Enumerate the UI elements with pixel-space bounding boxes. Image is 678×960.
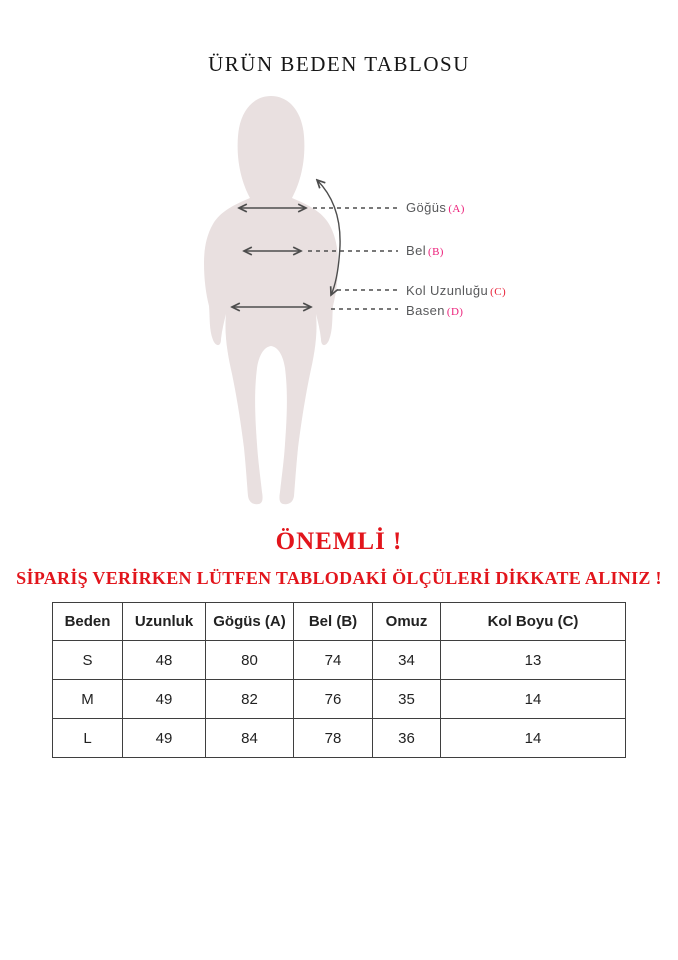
size-row-l [53,719,626,758]
measurement-letter: (D) [446,306,464,318]
table-cell: 49 [123,680,206,719]
measurement-label-text: Bel [406,243,426,258]
measurement-label-chest [406,200,465,215]
size-row-m [53,680,626,719]
table-cell: 76 [294,680,373,719]
table-cell: 13 [441,641,626,680]
column-header-bel: Bel (B) [294,603,373,641]
table-cell: 14 [441,680,626,719]
table-cell: 74 [294,641,373,680]
size-table-header-row [53,603,626,641]
table-cell: 82 [206,680,294,719]
measurement-label-text: Basen [406,303,445,318]
important-heading: ÖNEMLİ ! [275,528,403,555]
table-cell: 34 [373,641,441,680]
table-cell: 35 [373,680,441,719]
table-cell: 36 [373,719,441,758]
table-cell: 80 [206,641,294,680]
column-header-gogus: Gögüs (A) [206,603,294,641]
column-header-kol-boyu: Kol Boyu (C) [441,603,626,641]
measurement-label-waist [406,243,444,258]
table-cell: L [53,719,123,758]
column-header-uzunluk: Uzunluk [123,603,206,641]
table-cell: 48 [123,641,206,680]
measurement-letter: (A) [448,203,465,215]
measurement-label-hip [406,303,463,318]
measurement-label-text: Kol Uzunluğu [406,283,489,298]
measurement-label-arm-length [406,283,506,298]
table-cell: 78 [294,719,373,758]
column-header-beden: Beden [53,603,123,641]
table-cell: M [53,680,123,719]
measurement-label-text: Göğüs [406,200,447,215]
table-cell: 84 [206,719,294,758]
page-title: ÜRÜN BEDEN TABLOSU [208,52,470,76]
table-cell: 14 [441,719,626,758]
size-row-s [53,641,626,680]
size-chart-table [52,602,626,758]
measurement-letter: (B) [428,246,444,258]
important-subheading: SİPARİŞ VERİRKEN LÜTFEN TABLODAKİ ÖLÇÜLERİ DİKKATE ALINIZ ! [16,568,662,588]
table-cell: S [53,641,123,680]
female-silhouette [204,96,338,504]
measurement-letter: (C) [490,286,507,298]
column-header-omuz: Omuz [373,603,441,641]
table-cell: 49 [123,719,206,758]
